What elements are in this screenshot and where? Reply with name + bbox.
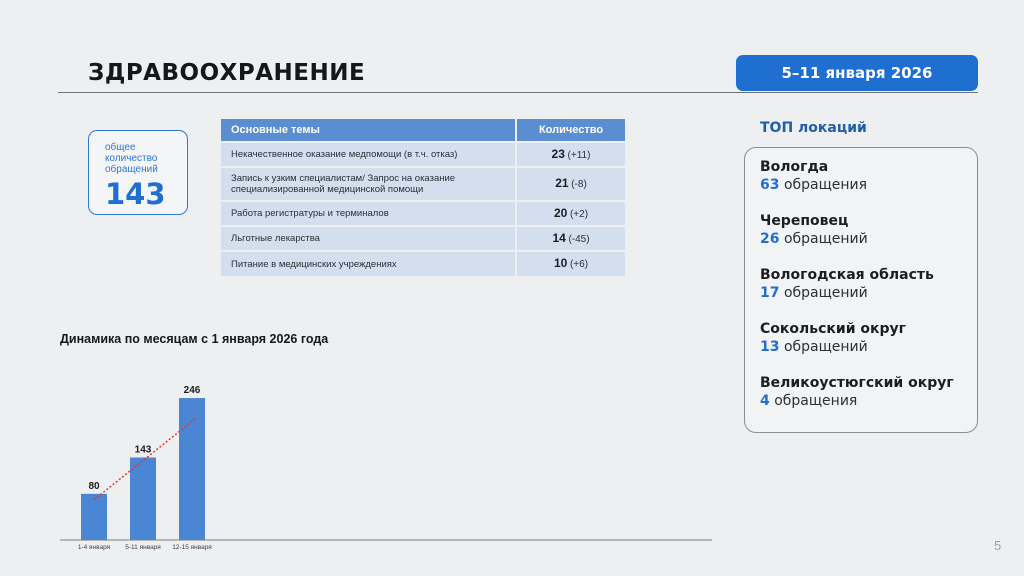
bar [179, 398, 205, 540]
count-value: 10 [553, 256, 568, 270]
total-requests-value: 143 [105, 177, 166, 211]
location-count-line [760, 230, 868, 248]
count-value: 23 [551, 146, 565, 161]
count-value: 14 [552, 230, 566, 245]
page-number: 5 [994, 538, 1002, 553]
bar [81, 494, 107, 540]
bar-value-label: 143 [134, 444, 152, 456]
location-name: Вологда [760, 159, 829, 175]
top-locations-box [744, 147, 978, 433]
location-count-unit: обращения [783, 177, 868, 193]
count-value: 20 [553, 205, 568, 220]
bar [130, 458, 156, 541]
location-count-unit: обращений [783, 231, 868, 247]
column-header-topics: Основные темы [221, 119, 516, 142]
count-value: 21 [555, 176, 569, 190]
bar-value-label: 246 [183, 385, 201, 397]
location-count: 26 [760, 231, 780, 247]
location-item [760, 158, 867, 194]
topic-cell: Запись к узким специалистам/ Запрос на оказание специализированной медицинской помощи [221, 167, 516, 201]
location-count-unit: обращений [783, 339, 868, 355]
location-count-unit: обращения [774, 393, 858, 409]
x-tick-label: 12-15 января [172, 544, 212, 551]
topic-cell: Работа регистратуры и терминалов [221, 201, 516, 226]
topic-cell: Питание в медицинских учреждениях [221, 251, 516, 276]
location-item [760, 320, 906, 356]
location-count: 4 [760, 393, 770, 409]
total-requests-label: общее количество обращений [105, 142, 158, 175]
location-name: Сокольский округ [760, 321, 906, 337]
location-name: Великоустюгский округ [760, 375, 954, 391]
location-count: 63 [760, 177, 780, 193]
location-count-line [760, 284, 934, 302]
location-name: Вологодская область [760, 267, 934, 283]
location-count-line [760, 392, 954, 410]
bar-value-label: 80 [88, 480, 100, 492]
location-count-line [760, 338, 906, 356]
count-change: (-8) [571, 179, 587, 190]
topic-cell: Льготные лекарства [221, 226, 516, 251]
top-locations-title: ТОП локаций [760, 120, 867, 136]
page-title: ЗДРАВООХРАНЕНИЕ [88, 60, 366, 86]
column-header-count: Количество [516, 119, 625, 142]
location-name: Череповец [760, 213, 849, 229]
count-change: (+2) [569, 208, 589, 220]
location-count: 17 [760, 285, 780, 301]
topic-cell: Некачественное оказание медпомощи (в т.ч. отказ) [221, 142, 516, 167]
location-count-unit: обращений [783, 285, 868, 301]
location-item [760, 266, 934, 302]
location-item [760, 374, 954, 410]
x-tick-label: 1-4 января [77, 544, 111, 551]
count-change: (+6) [569, 259, 589, 270]
count-change: (-45) [568, 233, 590, 245]
location-count-line [760, 176, 867, 194]
count-change: (+11) [567, 149, 591, 161]
x-tick-label: 5-11 января [125, 544, 161, 551]
date-range-badge: 5–11 января 2026 [736, 55, 978, 91]
location-item [760, 212, 868, 248]
chart-title: Динамика по месяцам с 1 января 2026 года [60, 332, 329, 346]
location-count: 13 [760, 339, 780, 355]
